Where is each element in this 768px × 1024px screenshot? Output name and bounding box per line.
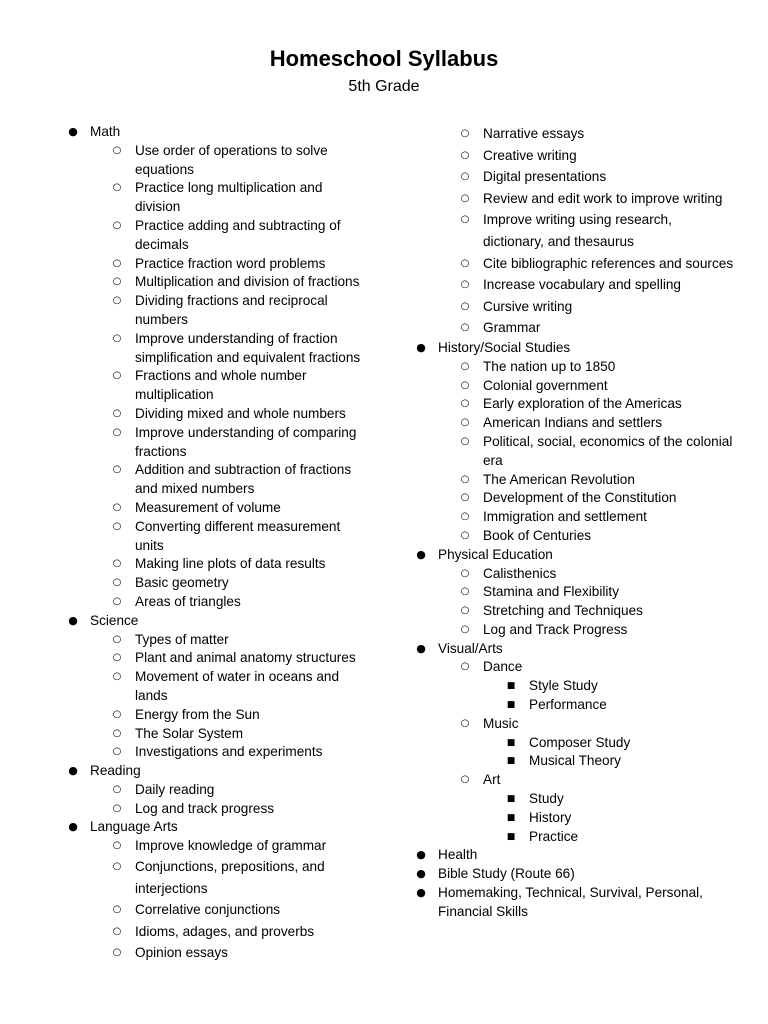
hollow-bullet-icon: ○ xyxy=(460,774,470,786)
item-text: Practice long multiplication and division xyxy=(135,180,323,215)
hollow-bullet-icon: ○ xyxy=(460,417,470,429)
bullet-icon: ● xyxy=(68,820,78,834)
item-text: Daily reading xyxy=(135,781,215,797)
subject-visual-arts xyxy=(414,640,734,659)
list-item xyxy=(414,253,734,275)
subject-label: Visual/Arts xyxy=(438,640,503,656)
subject-physical-education xyxy=(414,546,734,565)
list-item-music xyxy=(414,715,734,734)
subject-label: Math xyxy=(90,124,121,139)
list-item-art xyxy=(414,771,734,790)
square-bullet-icon: ■ xyxy=(506,812,516,823)
hollow-bullet-icon: ○ xyxy=(112,295,122,307)
list-item xyxy=(414,621,734,640)
item-text: Grammar xyxy=(483,320,541,336)
hollow-bullet-icon: ○ xyxy=(460,473,470,485)
item-text: The American Revolution xyxy=(483,471,635,487)
hollow-bullet-icon: ○ xyxy=(112,370,122,382)
list-item xyxy=(414,508,734,527)
hollow-bullet-icon: ○ xyxy=(460,529,470,541)
hollow-bullet-icon: ○ xyxy=(460,171,470,183)
hollow-bullet-icon: ○ xyxy=(112,783,122,795)
item-text: Dividing fractions and reciprocal numbers xyxy=(135,293,328,327)
item-text: Book of Centuries xyxy=(483,527,592,543)
list-item-dance xyxy=(414,658,734,677)
list-item xyxy=(414,583,734,602)
list-item xyxy=(66,668,371,706)
list-item xyxy=(414,565,734,584)
bullet-icon: ● xyxy=(416,547,426,561)
square-bullet-icon: ■ xyxy=(506,756,516,767)
list-item xyxy=(414,489,734,508)
item-text: Musical Theory xyxy=(529,753,621,769)
hollow-bullet-icon: ○ xyxy=(460,661,470,673)
item-text: Areas of triangles xyxy=(135,593,241,609)
item-text: Basic geometry xyxy=(135,575,229,591)
bullet-icon: ● xyxy=(68,613,78,627)
list-item xyxy=(66,725,371,744)
subject-science xyxy=(66,612,371,631)
item-text: Practice fraction word problems xyxy=(135,255,326,271)
hollow-bullet-icon: ○ xyxy=(112,332,122,344)
item-text: Correlative conjunctions xyxy=(135,902,281,918)
list-item xyxy=(414,296,734,318)
subject-label: Bible Study (Route 66) xyxy=(438,866,575,882)
subject-label: Language Arts xyxy=(90,819,178,835)
item-text: Opinion essays xyxy=(135,945,228,961)
hollow-bullet-icon: ○ xyxy=(112,219,122,231)
hollow-bullet-icon: ○ xyxy=(112,802,122,814)
syllabus-list-right xyxy=(414,123,734,922)
hollow-bullet-icon: ○ xyxy=(460,279,470,291)
item-text: Digital presentations xyxy=(483,169,607,185)
hollow-bullet-icon: ○ xyxy=(460,435,470,447)
square-bullet-icon: ■ xyxy=(506,737,516,748)
list-item xyxy=(66,424,371,462)
item-text: History xyxy=(529,809,572,825)
hollow-bullet-icon: ○ xyxy=(112,652,122,664)
list-item xyxy=(66,574,371,593)
left-column xyxy=(66,123,371,964)
hollow-bullet-icon: ○ xyxy=(112,520,122,532)
list-item xyxy=(66,706,371,725)
item-text: Development of the Constitution xyxy=(483,490,677,506)
hollow-bullet-icon: ○ xyxy=(112,633,122,645)
hollow-bullet-icon: ○ xyxy=(112,144,122,156)
item-text: Plant and animal anatomy structures xyxy=(135,650,356,666)
hollow-bullet-icon: ○ xyxy=(112,257,122,269)
bullet-icon: ● xyxy=(416,641,426,655)
list-item xyxy=(414,527,734,546)
list-item xyxy=(414,188,734,210)
list-item xyxy=(414,166,734,188)
item-text: The Solar System xyxy=(135,725,244,741)
hollow-bullet-icon: ○ xyxy=(460,257,470,269)
hollow-bullet-icon: ○ xyxy=(112,276,122,288)
list-item xyxy=(66,217,371,255)
subject-history xyxy=(414,339,734,358)
subject-bible-study xyxy=(414,865,734,884)
item-text: Improve writing using research, dictionary, and thesaurus xyxy=(483,212,672,249)
subject-label: Homemaking, Technical, Survival, Personal, Financial Skills xyxy=(438,885,703,919)
hollow-bullet-icon: ○ xyxy=(112,501,122,513)
list-item xyxy=(414,317,734,339)
list-item xyxy=(414,209,734,252)
subject-reading xyxy=(66,762,371,781)
subject-health xyxy=(414,846,734,865)
sub-list-item xyxy=(414,752,734,771)
list-item xyxy=(414,274,734,296)
bullet-icon: ● xyxy=(416,886,426,900)
hollow-bullet-icon: ○ xyxy=(460,586,470,598)
hollow-bullet-icon: ○ xyxy=(112,708,122,720)
list-item xyxy=(66,631,371,650)
subject-label: Reading xyxy=(90,763,141,779)
item-text: Dividing mixed and whole numbers xyxy=(135,405,346,421)
item-text: Making line plots of data results xyxy=(135,556,326,572)
item-text: Log and track progress xyxy=(135,800,275,816)
list-item xyxy=(66,499,371,518)
list-item xyxy=(414,358,734,377)
list-item xyxy=(66,142,371,180)
hollow-bullet-icon: ○ xyxy=(112,426,122,438)
item-text: Use order of operations to solve equations xyxy=(135,142,328,177)
list-item xyxy=(414,602,734,621)
item-text: Immigration and settlement xyxy=(483,509,647,525)
list-item xyxy=(66,179,371,217)
right-column xyxy=(414,123,734,922)
hollow-bullet-icon: ○ xyxy=(112,947,122,959)
item-text: Improve understanding of fraction simplification and equivalent fractions xyxy=(135,330,361,365)
subject-label: History/Social Studies xyxy=(438,339,571,355)
item-text: Energy from the Sun xyxy=(135,706,260,722)
list-item xyxy=(414,414,734,433)
hollow-bullet-icon: ○ xyxy=(112,904,122,916)
sub-list-item xyxy=(414,809,734,828)
hollow-bullet-icon: ○ xyxy=(112,464,122,476)
list-item xyxy=(66,899,371,921)
list-item xyxy=(414,471,734,490)
hollow-bullet-icon: ○ xyxy=(460,567,470,579)
item-text: Improve knowledge of grammar xyxy=(135,838,327,854)
sub-list-item xyxy=(414,828,734,847)
subject-language-arts xyxy=(66,818,371,837)
hollow-bullet-icon: ○ xyxy=(112,746,122,758)
item-text: Style Study xyxy=(529,678,598,694)
item-text: Log and Track Progress xyxy=(483,621,628,637)
sub-list-item xyxy=(414,734,734,753)
hollow-bullet-icon: ○ xyxy=(112,558,122,570)
page-subtitle: 5th Grade xyxy=(348,78,420,95)
hollow-bullet-icon: ○ xyxy=(460,379,470,391)
syllabus-list-left xyxy=(66,123,371,964)
list-item xyxy=(414,377,734,396)
hollow-bullet-icon: ○ xyxy=(112,727,122,739)
item-text: Calisthenics xyxy=(483,565,557,581)
subject-label: Science xyxy=(90,612,139,628)
hollow-bullet-icon: ○ xyxy=(112,861,122,873)
item-text: Conjunctions, prepositions, and interjections xyxy=(135,859,325,896)
list-item xyxy=(66,837,371,856)
sub-list-item xyxy=(414,677,734,696)
hollow-bullet-icon: ○ xyxy=(112,407,122,419)
hollow-bullet-icon: ○ xyxy=(460,192,470,204)
item-text: Converting different measurement units xyxy=(135,518,341,553)
item-text: Political, social, economics of the colonial era xyxy=(483,433,733,468)
item-text: Study xyxy=(529,791,564,807)
list-item xyxy=(66,555,371,574)
item-text: Addition and subtraction of fractions and mixed numbers xyxy=(135,462,352,497)
list-item xyxy=(66,461,371,499)
item-text: Movement of water in oceans and lands xyxy=(135,669,340,703)
list-item xyxy=(66,273,371,292)
list-item xyxy=(414,123,734,145)
list-item xyxy=(414,395,734,414)
item-text: Performance xyxy=(529,697,607,713)
square-bullet-icon: ■ xyxy=(506,700,516,711)
item-text: Creative writing xyxy=(483,147,577,163)
hollow-bullet-icon: ○ xyxy=(460,623,470,635)
list-item xyxy=(66,405,371,424)
list-item xyxy=(66,518,371,556)
item-text: Review and edit work to improve writing xyxy=(483,190,723,206)
sub-list-item xyxy=(414,696,734,715)
item-text: Dance xyxy=(483,659,523,675)
item-text: Colonial government xyxy=(483,377,608,393)
subject-math xyxy=(66,123,371,142)
item-text: Measurement of volume xyxy=(135,499,281,515)
list-item xyxy=(66,367,371,405)
item-text: Increase vocabulary and spelling xyxy=(483,277,681,293)
item-text: Practice xyxy=(529,828,579,844)
item-text: Art xyxy=(483,772,501,788)
subject-homemaking xyxy=(414,884,734,922)
list-item xyxy=(414,433,734,471)
square-bullet-icon: ■ xyxy=(506,681,516,692)
subject-label: Health xyxy=(438,847,478,863)
item-text: American Indians and settlers xyxy=(483,415,663,431)
list-item xyxy=(66,781,371,800)
sub-list-item xyxy=(414,790,734,809)
item-text: Early exploration of the Americas xyxy=(483,396,682,412)
hollow-bullet-icon: ○ xyxy=(460,360,470,372)
list-item xyxy=(66,649,371,668)
page-title: Homeschool Syllabus xyxy=(269,46,499,71)
hollow-bullet-icon: ○ xyxy=(112,840,122,852)
item-text: Cite bibliographic references and sources xyxy=(483,255,734,271)
item-text: Stretching and Techniques xyxy=(483,603,643,619)
hollow-bullet-icon: ○ xyxy=(460,322,470,334)
bullet-icon: ● xyxy=(416,867,426,881)
hollow-bullet-icon: ○ xyxy=(112,595,122,607)
hollow-bullet-icon: ○ xyxy=(112,671,122,683)
hollow-bullet-icon: ○ xyxy=(460,398,470,410)
bullet-icon: ● xyxy=(68,764,78,778)
item-text: Types of matter xyxy=(135,631,229,647)
item-text: The nation up to 1850 xyxy=(483,358,616,374)
hollow-bullet-icon: ○ xyxy=(460,492,470,504)
item-text: Composer Study xyxy=(529,734,631,750)
item-text: Cursive writing xyxy=(483,298,573,314)
bullet-icon: ● xyxy=(416,340,426,354)
hollow-bullet-icon: ○ xyxy=(112,925,122,937)
hollow-bullet-icon: ○ xyxy=(460,605,470,617)
list-item xyxy=(414,145,734,167)
list-item xyxy=(66,921,371,943)
item-text: Music xyxy=(483,715,519,731)
hollow-bullet-icon: ○ xyxy=(460,511,470,523)
list-item xyxy=(66,292,371,330)
list-item xyxy=(66,856,371,899)
item-text: Practice adding and subtracting of decimals xyxy=(135,217,341,252)
list-item xyxy=(66,255,371,274)
square-bullet-icon: ■ xyxy=(506,831,516,842)
list-item xyxy=(66,743,371,762)
hollow-bullet-icon: ○ xyxy=(112,182,122,194)
item-text: Improve understanding of comparing fractions xyxy=(135,424,357,459)
bullet-icon: ● xyxy=(416,848,426,862)
list-item xyxy=(66,593,371,612)
hollow-bullet-icon: ○ xyxy=(460,300,470,312)
item-text: Narrative essays xyxy=(483,126,585,141)
hollow-bullet-icon: ○ xyxy=(460,214,470,226)
item-text: Multiplication and division of fractions xyxy=(135,274,360,290)
hollow-bullet-icon: ○ xyxy=(112,577,122,589)
hollow-bullet-icon: ○ xyxy=(460,128,470,139)
item-text: Idioms, adages, and proverbs xyxy=(135,923,315,939)
square-bullet-icon: ■ xyxy=(506,794,516,805)
item-text: Investigations and experiments xyxy=(135,744,323,760)
hollow-bullet-icon: ○ xyxy=(460,717,470,729)
list-item xyxy=(66,942,371,964)
bullet-icon: ● xyxy=(68,125,78,138)
item-text: Stamina and Flexibility xyxy=(483,584,619,600)
hollow-bullet-icon: ○ xyxy=(460,149,470,161)
subject-label: Physical Education xyxy=(438,546,553,562)
item-text: Fractions and whole number multiplication xyxy=(135,368,307,403)
list-item xyxy=(66,330,371,368)
list-item xyxy=(66,800,371,819)
